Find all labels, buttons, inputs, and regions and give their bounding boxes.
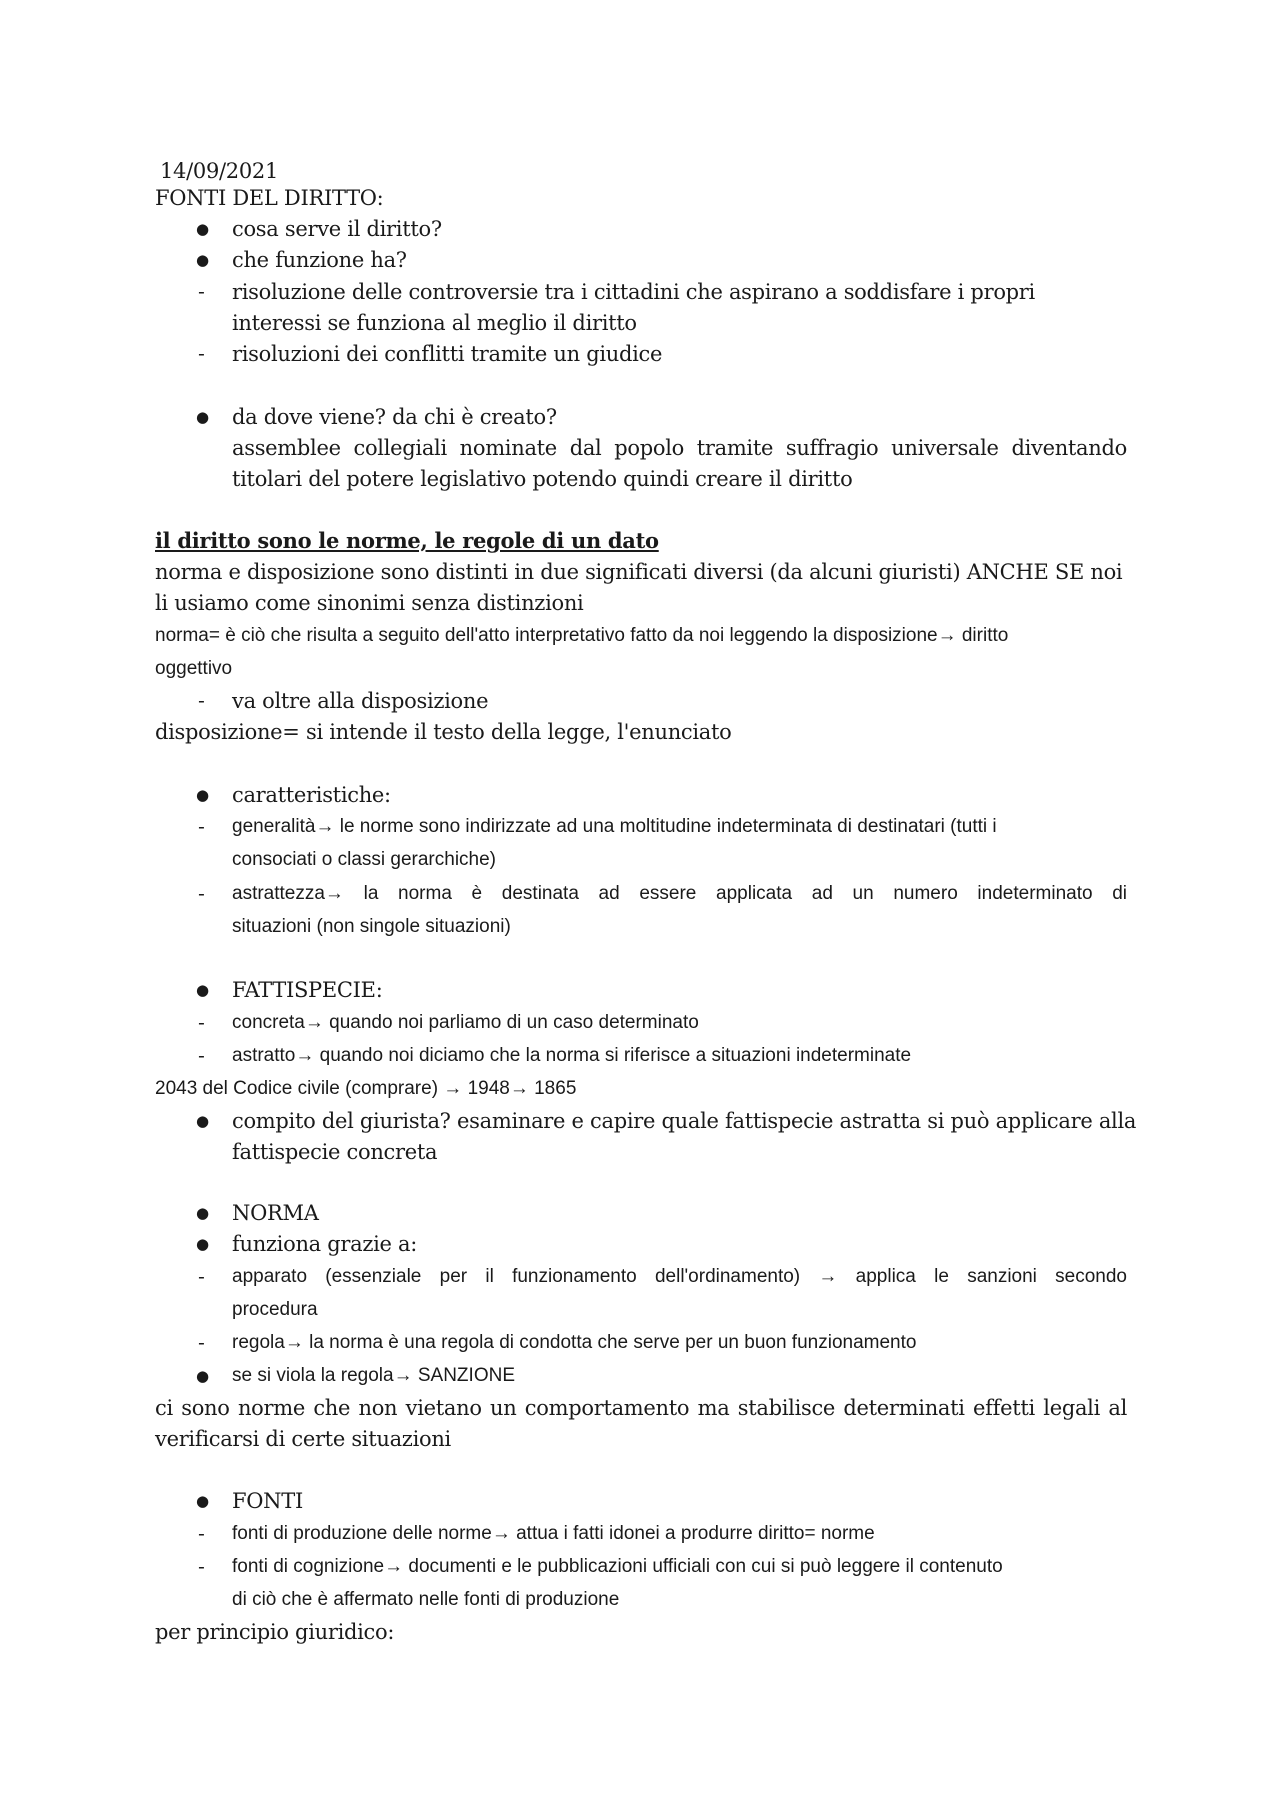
dash-icon: - — [198, 883, 205, 905]
bullet-icon: ● — [196, 981, 210, 999]
list-item: risoluzione delle controversie tra i cittadini che aspirano a soddisfare i propri — [232, 280, 1035, 304]
document-date: 14/09/2021 — [160, 159, 279, 183]
dash-icon: - — [198, 1556, 205, 1578]
paragraph: 2043 del Codice civile (comprare) → 1948→ 1865 — [155, 1078, 577, 1099]
paragraph: assemblee collegiali nominate dal popolo tramite suffragio universale diventando — [232, 436, 1127, 460]
paragraph: verificarsi di certe situazioni — [155, 1427, 451, 1451]
paragraph: ci sono norme che non vietano un comportamento ma stabilisce determinati effetti legali al — [155, 1396, 1127, 1420]
list-item-continuation: interessi se funziona al meglio il diritto — [232, 311, 637, 335]
bullet-icon: ● — [196, 1204, 210, 1222]
document-title: FONTI DEL DIRITTO: — [155, 186, 384, 210]
list-item: FONTI — [232, 1489, 303, 1513]
dash-icon: - — [198, 816, 205, 838]
paragraph: titolari del potere legislativo potendo quindi creare il diritto — [232, 467, 853, 491]
dash-icon: - — [198, 1045, 205, 1067]
list-item: NORMA — [232, 1201, 319, 1225]
list-item: che funzione ha? — [232, 248, 407, 272]
bullet-icon: ● — [196, 408, 210, 426]
definition-norma: norma= è ciò che risulta a seguito dell'atto interpretativo fatto da noi leggendo la disposizione→ diritto — [155, 625, 1009, 646]
list-item: va oltre alla disposizione — [232, 689, 489, 713]
list-item: cosa serve il diritto? — [232, 217, 442, 241]
list-item: regola→ la norma è una regola di condotta che serve per un buon funzionamento — [232, 1332, 917, 1353]
list-item: caratteristiche: — [232, 783, 391, 807]
bullet-icon: ● — [196, 786, 210, 804]
dash-icon: - — [198, 690, 205, 712]
definition-disposizione: disposizione= si intende il testo della legge, l'enunciato — [155, 720, 732, 744]
list-item: funziona grazie a: — [232, 1232, 418, 1256]
list-item: fonti di cognizione→ documenti e le pubblicazioni ufficiali con cui si può leggere il contenuto — [232, 1556, 1003, 1577]
list-item: astratto→ quando noi diciamo che la norma si riferisce a situazioni indeterminate — [232, 1045, 912, 1066]
dash-icon: - — [198, 343, 205, 365]
list-item: se si viola la regola→ SANZIONE — [232, 1365, 515, 1386]
bullet-icon: ● — [196, 1235, 210, 1253]
dash-icon: - — [198, 1266, 205, 1288]
dash-icon: - — [198, 1332, 205, 1354]
list-item-continuation: consociati o classi gerarchiche) — [232, 849, 497, 870]
bullet-icon: ● — [196, 1367, 210, 1385]
paragraph: norma e disposizione sono distinti in due significati diversi (da alcuni giuristi) ANCHE SE noi — [155, 560, 1123, 584]
list-item: concreta→ quando noi parliamo di un caso determinato — [232, 1012, 699, 1033]
bullet-icon: ● — [196, 220, 210, 238]
list-item: compito del giurista? esaminare e capire quale fattispecie astratta si può applicare alla — [232, 1109, 1137, 1133]
dash-icon: - — [198, 281, 205, 303]
list-item-continuation: procedura — [232, 1299, 318, 1320]
section-heading: il diritto sono le norme, le regole di un dato — [155, 528, 659, 553]
definition-norma: oggettivo — [155, 658, 233, 679]
list-item: apparato (essenziale per il funzionamento dell'ordinamento) → applica le sanzioni secondo — [232, 1266, 1127, 1287]
list-item: da dove viene? da chi è creato? — [232, 405, 557, 429]
list-item-continuation: situazioni (non singole situazioni) — [232, 916, 511, 937]
dash-icon: - — [198, 1523, 205, 1545]
bullet-icon: ● — [196, 1492, 210, 1510]
list-item: generalità→ le norme sono indirizzate ad una moltitudine indeterminata di destinatari (tutti i — [232, 816, 997, 837]
list-item: astrattezza→ la norma è destinata ad essere applicata ad un numero indeterminato di — [232, 883, 1127, 904]
list-item-continuation: di ciò che è affermato nelle fonti di produzione — [232, 1589, 620, 1610]
dash-icon: - — [198, 1012, 205, 1034]
list-item: risoluzioni dei conflitti tramite un giudice — [232, 342, 663, 366]
list-item: fonti di produzione delle norme→ attua i fatti idonei a produrre diritto= norme — [232, 1523, 875, 1544]
paragraph: li usiamo come sinonimi senza distinzioni — [155, 591, 584, 615]
bullet-icon: ● — [196, 251, 210, 269]
paragraph: per principio giuridico: — [155, 1620, 395, 1644]
list-item: FATTISPECIE: — [232, 978, 383, 1002]
list-item-continuation: fattispecie concreta — [232, 1140, 438, 1164]
bullet-icon: ● — [196, 1112, 210, 1130]
